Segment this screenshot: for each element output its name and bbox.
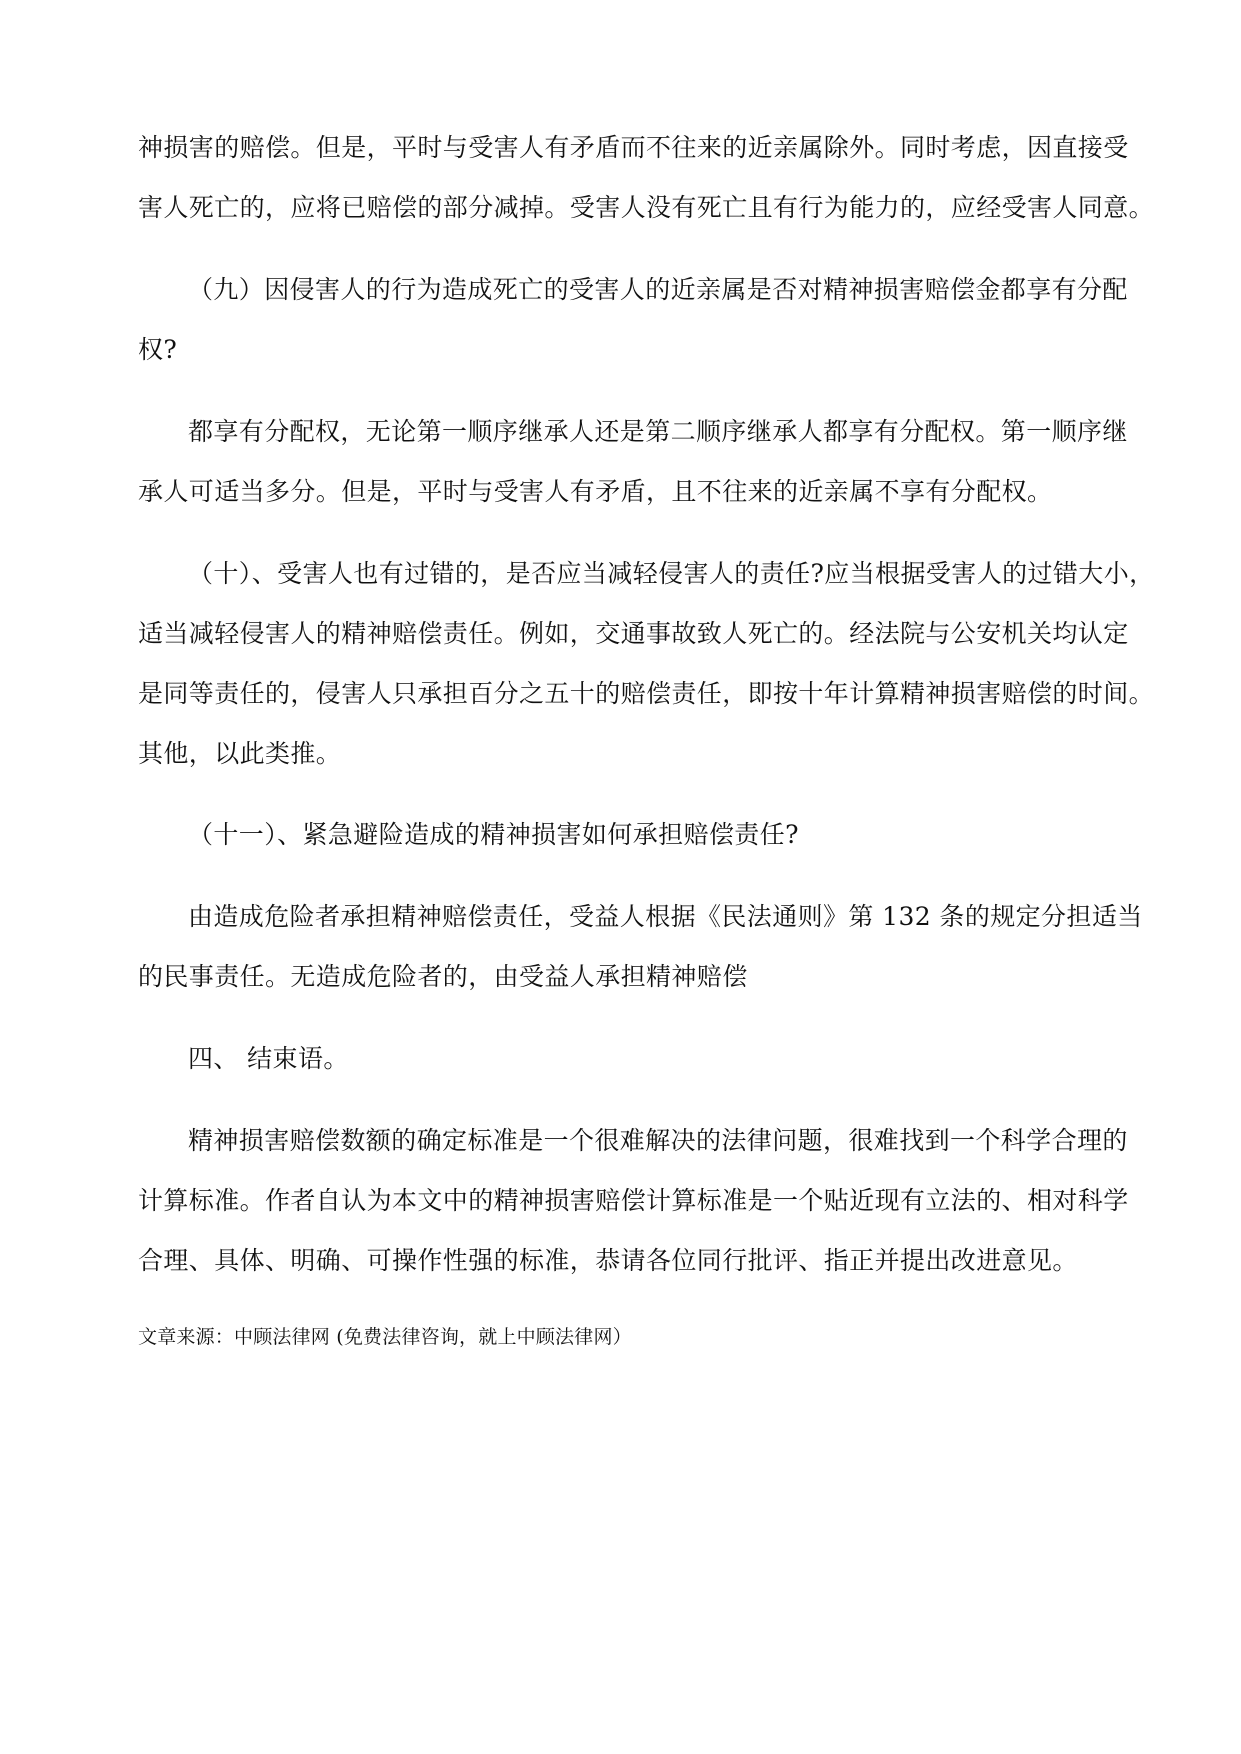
paragraph-line: 都享有分配权，无论第一顺序继承人还是第二顺序继承人都享有分配权。第一顺序继 [188, 417, 1128, 446]
paragraph-line: 其他，以此类推。 [138, 739, 342, 768]
paragraph-line: 由造成危险者承担精神赔偿责任，受益人根据《民法通则》第 132 条的规定分担适当 [188, 902, 1143, 931]
paragraph-line: 计算标准。作者自认为本文中的精神损害赔偿计算标准是一个贴近现有立法的、相对科学 [138, 1186, 1129, 1215]
paragraph-line: 精神损害赔偿数额的确定标准是一个很难解决的法律问题，很难找到一个科学合理的 [188, 1126, 1128, 1155]
paragraph-line: 承人可适当多分。但是，平时与受害人有矛盾，且不往来的近亲属不享有分配权。 [138, 477, 1053, 506]
paragraph-line: 适当减轻侵害人的精神赔偿责任。例如，交通事故致人死亡的。经法院与公安机关均认定 [138, 619, 1129, 648]
paragraph-line: 的民事责任。无造成危险者的，由受益人承担精神赔偿 [138, 962, 748, 991]
question-heading-9-cont: 权? [138, 335, 178, 364]
article-source: 文章来源：中顾法律网 (免费法律咨询，就上中顾法律网） [138, 1326, 632, 1348]
question-heading-11: （十一）、紧急避险造成的精神损害如何承担赔偿责任? [188, 820, 799, 849]
paragraph-line: 神损害的赔偿。但是，平时与受害人有矛盾而不往来的近亲属除外。同时考虑，因直接受 [138, 133, 1129, 162]
question-heading-9: （九）因侵害人的行为造成死亡的受害人的近亲属是否对精神损害赔偿金都享有分配 [188, 275, 1128, 304]
paragraph-line: 是同等责任的，侵害人只承担百分之五十的赔偿责任，即按十年计算精神损害赔偿的时间。 [138, 679, 1155, 708]
question-heading-10: （十）、受害人也有过错的，是否应当减轻侵害人的责任?应当根据受害人的过错大小， [188, 559, 1155, 588]
paragraph-line: 害人死亡的，应将已赔偿的部分减掉。受害人没有死亡且有行为能力的，应经受害人同意。 [138, 193, 1155, 222]
paragraph-line: 合理、具体、明确、可操作性强的标准，恭请各位同行批评、指正并提出改进意见。 [138, 1246, 1078, 1275]
section-heading-conclusion: 四、 结束语。 [188, 1044, 349, 1073]
